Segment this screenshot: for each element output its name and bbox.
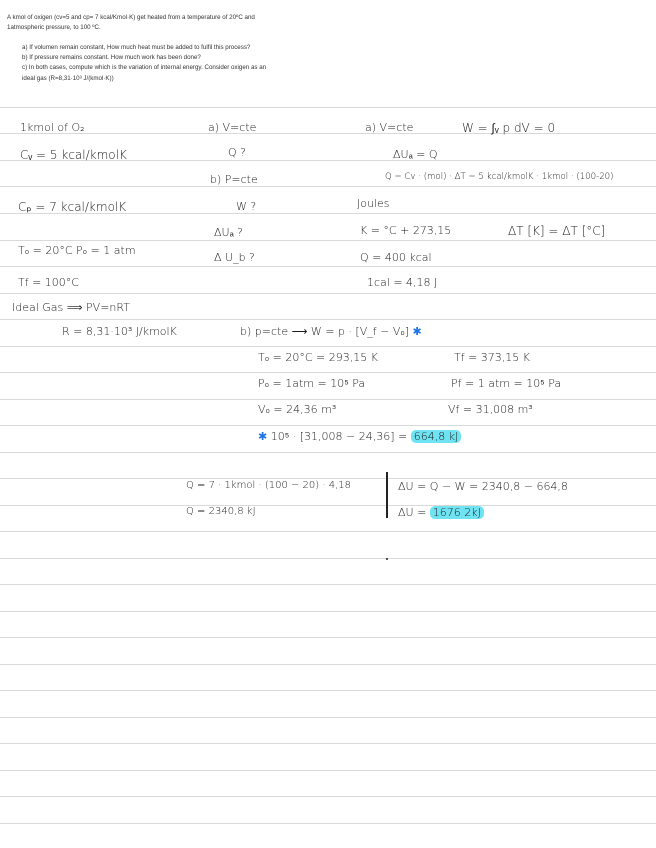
rule-line	[0, 346, 656, 347]
stray-dot	[386, 558, 388, 560]
asked-dub: Δ U_b ?	[214, 251, 255, 264]
rule-line	[0, 664, 656, 665]
rule-line	[0, 293, 656, 294]
rule-line	[0, 717, 656, 718]
sol-b-calc	[258, 430, 461, 443]
rule-line	[0, 372, 656, 373]
asterisk-icon: ✱	[412, 325, 422, 338]
given-r: R = 8,31·10³ J/kmolK	[62, 325, 177, 338]
sol-a-joules: Joules	[357, 197, 390, 210]
rule-line	[0, 743, 656, 744]
divider-line	[386, 472, 388, 518]
asked-a: a) V=cte	[208, 121, 257, 134]
rule-line	[0, 558, 656, 559]
sol-b-head-text: b) p=cte ⟶ W = p · [V_f − V₀]	[240, 325, 410, 338]
sol-a-dt: ΔT [K] = ΔT [°C]	[508, 224, 606, 238]
rule-line	[0, 399, 656, 400]
rule-line	[0, 637, 656, 638]
problem-line-1: A kmol of oxigen (cv=5 and cp= 7 kcal/Kmol·K) get heated from a temperature of 20ºC and	[7, 14, 255, 21]
rule-line	[0, 240, 656, 241]
rule-line	[0, 770, 656, 771]
asked-q: Q ?	[228, 146, 246, 159]
sol-c-duval	[398, 506, 484, 519]
rule-line	[0, 531, 656, 532]
rule-line	[0, 823, 656, 824]
sol-c-qval: Q = 2340,8 kJ	[186, 506, 256, 517]
rule-line	[0, 133, 656, 134]
rule-line	[0, 425, 656, 426]
given-ideal-gas: Ideal Gas ⟹ PV=nRT	[12, 301, 130, 314]
sol-b-calc-text: 10⁵ · [31,008 − 24,36] =	[270, 430, 408, 443]
sol-a-kelvin: K = °C + 273,15	[360, 224, 452, 237]
sol-b-vf: Vf = 31,008 m³	[448, 403, 533, 416]
sol-b-v0: V₀ = 24,36 m³	[258, 403, 337, 416]
rule-line	[0, 319, 656, 320]
given-t0-p0: T₀ = 20°C P₀ = 1 atm	[18, 244, 136, 257]
work-result-highlight: 664,8 kJ	[411, 430, 462, 443]
sol-a-head: a) V=cte	[365, 121, 414, 134]
sol-b-pf: Pf = 1 atm = 10⁵ Pa	[451, 377, 562, 390]
problem-item-b: b) If pressure remains constant. How much work has been done?	[22, 54, 201, 61]
sol-a-qval: Q = 400 kcal	[360, 251, 432, 264]
sol-a-work: W = ∫ᵥ p dV = 0	[462, 121, 556, 135]
rule-line	[0, 690, 656, 691]
problem-item-c: c) In both cases, compute which is the variation of internal energy. Consider oxigen as an	[22, 64, 267, 71]
sol-b-head	[240, 325, 422, 338]
given-cp: Cₚ = 7 kcal/kmolK	[18, 200, 127, 214]
rule-line	[0, 478, 656, 479]
sol-b-tf: Tf = 373,15 K	[454, 351, 531, 364]
rule-line	[0, 186, 656, 187]
asked-dua: ΔUₐ ?	[214, 226, 244, 239]
problem-item-a: a) If volumen remain constant, How much heat must be added to fulfil this process?	[22, 44, 251, 51]
rule-line	[0, 107, 656, 108]
sol-b-t0: T₀ = 20°C = 293,15 K	[258, 351, 378, 364]
du-result-highlight: 1676 2kJ	[430, 506, 484, 519]
sol-c-duval-prefix: ΔU =	[398, 506, 427, 519]
rule-line	[0, 584, 656, 585]
problem-item-c2: ideal gas (R=8,31·10³ J/(kmol·K))	[22, 75, 114, 82]
given-cv: Cᵥ = 5 kcal/kmolK	[20, 148, 127, 162]
sol-a-q: Q = Cv · (mol) · ΔT = 5 kcal/kmolK · 1kmol · (100-20)	[385, 172, 614, 182]
sol-c-q: Q = 7 · 1kmol · (100 − 20) · 4,18	[186, 480, 351, 491]
problem-line-2: 1atmospheric pressure, to 100 ºC.	[7, 24, 101, 31]
rule-line	[0, 452, 656, 453]
rule-line	[0, 796, 656, 797]
sol-b-p0: P₀ = 1atm = 10⁵ Pa	[258, 377, 366, 390]
rule-line	[0, 505, 656, 506]
rule-line	[0, 611, 656, 612]
rule-line	[0, 266, 656, 267]
asked-b: b) P=cte	[210, 173, 258, 186]
asked-w: W ?	[236, 200, 257, 213]
asterisk-icon: ✱	[258, 430, 268, 443]
given-tf: Tf = 100°C	[18, 276, 79, 289]
sol-c-du: ΔU = Q − W = 2340,8 − 664,8	[398, 480, 568, 493]
sol-a-cal: 1cal = 4,18 J	[367, 276, 438, 289]
sol-a-du: ΔUₐ = Q	[393, 148, 438, 161]
given-kmol: 1kmol of O₂	[20, 121, 85, 134]
